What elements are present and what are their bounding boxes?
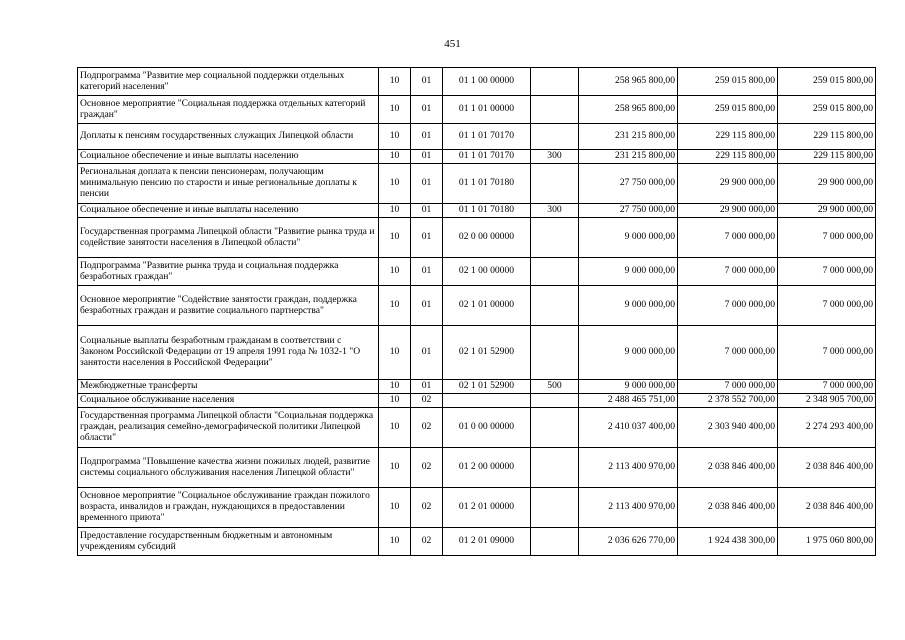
section-code-cell: 10 <box>379 380 411 394</box>
target-article-cell: 01 2 01 00000 <box>443 488 531 528</box>
section-code-cell: 10 <box>379 164 411 204</box>
amount-year1-cell: 9 000 000,00 <box>579 326 678 380</box>
expense-type-cell <box>531 124 579 150</box>
subsection-code-cell: 01 <box>411 96 443 124</box>
amount-year3-cell: 229 115 800,00 <box>778 124 876 150</box>
amount-year2-cell: 259 015 800,00 <box>678 68 778 96</box>
expense-type-cell <box>531 286 579 326</box>
row-name-cell: Подпрограмма "Развитие рынка труда и социальная поддержка безработных граждан" <box>78 258 379 286</box>
section-code-cell: 10 <box>379 68 411 96</box>
amount-year2-cell: 29 900 000,00 <box>678 164 778 204</box>
row-name-cell: Социальное обеспечение и иные выплаты населению <box>78 150 379 164</box>
amount-year1-cell: 2 488 465 751,00 <box>579 394 678 408</box>
amount-year2-cell: 7 000 000,00 <box>678 326 778 380</box>
expense-type-cell <box>531 218 579 258</box>
amount-year3-cell: 2 274 293 400,00 <box>778 408 876 448</box>
expense-type-cell: 300 <box>531 150 579 164</box>
amount-year1-cell: 9 000 000,00 <box>579 258 678 286</box>
expense-type-cell <box>531 488 579 528</box>
amount-year3-cell: 2 348 905 700,00 <box>778 394 876 408</box>
amount-year2-cell: 7 000 000,00 <box>678 258 778 286</box>
row-name-cell: Межбюджетные трансферты <box>78 380 379 394</box>
target-article-cell: 01 1 01 00000 <box>443 96 531 124</box>
section-code-cell: 10 <box>379 96 411 124</box>
subsection-code-cell: 02 <box>411 488 443 528</box>
row-name-cell: Основное мероприятие "Социальная поддержка отдельных категорий граждан" <box>78 96 379 124</box>
subsection-code-cell: 01 <box>411 150 443 164</box>
expense-type-cell <box>531 408 579 448</box>
table-row <box>78 124 876 150</box>
target-article-cell: 02 1 01 52900 <box>443 326 531 380</box>
target-article-cell: 01 2 01 09000 <box>443 528 531 556</box>
expense-type-cell: 500 <box>531 380 579 394</box>
section-code-cell: 10 <box>379 488 411 528</box>
target-article-cell: 02 1 01 52900 <box>443 380 531 394</box>
section-code-cell: 10 <box>379 394 411 408</box>
amount-year2-cell: 1 924 438 300,00 <box>678 528 778 556</box>
section-code-cell: 10 <box>379 448 411 488</box>
amount-year2-cell: 7 000 000,00 <box>678 286 778 326</box>
expense-type-cell <box>531 448 579 488</box>
target-article-cell: 01 1 01 70180 <box>443 204 531 218</box>
expense-type-cell <box>531 68 579 96</box>
row-name-cell: Социальное обеспечение и иные выплаты населению <box>78 204 379 218</box>
subsection-code-cell: 01 <box>411 68 443 96</box>
subsection-code-cell: 01 <box>411 204 443 218</box>
budget-table <box>77 67 876 556</box>
target-article-cell: 02 1 00 00000 <box>443 258 531 286</box>
amount-year2-cell: 29 900 000,00 <box>678 204 778 218</box>
target-article-cell: 01 1 01 70170 <box>443 124 531 150</box>
amount-year3-cell: 2 038 846 400,00 <box>778 448 876 488</box>
subsection-code-cell: 01 <box>411 218 443 258</box>
table-row <box>78 258 876 286</box>
amount-year2-cell: 7 000 000,00 <box>678 218 778 258</box>
expense-type-cell <box>531 96 579 124</box>
subsection-code-cell: 02 <box>411 408 443 448</box>
amount-year3-cell: 29 900 000,00 <box>778 204 876 218</box>
amount-year3-cell: 7 000 000,00 <box>778 326 876 380</box>
amount-year2-cell: 7 000 000,00 <box>678 380 778 394</box>
section-code-cell: 10 <box>379 286 411 326</box>
table-row <box>78 408 876 448</box>
amount-year1-cell: 231 215 800,00 <box>579 124 678 150</box>
row-name-cell: Доплаты к пенсиям государственных служащих Липецкой области <box>78 124 379 150</box>
row-name-cell: Государственная программа Липецкой области "Развитие рынка труда и содействие занятости населения в Липецкой области" <box>78 218 379 258</box>
amount-year2-cell: 2 038 846 400,00 <box>678 488 778 528</box>
table-row <box>78 286 876 326</box>
table-row <box>78 448 876 488</box>
row-name-cell: Социальные выплаты безработным гражданам в соответствии с Законом Российской Федерации от 19 апреля 1991 года № 1032-1 "О занятости населения в Российской Федерации" <box>78 326 379 380</box>
section-code-cell: 10 <box>379 204 411 218</box>
table-row <box>78 326 876 380</box>
section-code-cell: 10 <box>379 150 411 164</box>
amount-year3-cell: 7 000 000,00 <box>778 218 876 258</box>
section-code-cell: 10 <box>379 124 411 150</box>
amount-year1-cell: 2 113 400 970,00 <box>579 448 678 488</box>
subsection-code-cell: 01 <box>411 258 443 286</box>
expense-type-cell <box>531 258 579 286</box>
amount-year3-cell: 2 038 846 400,00 <box>778 488 876 528</box>
row-name-cell: Основное мероприятие "Содействие занятости граждан, поддержка безработных граждан и развитие социального партнерства" <box>78 286 379 326</box>
table-row <box>78 488 876 528</box>
row-name-cell: Подпрограмма "Развитие мер социальной поддержки отдельных категорий населения" <box>78 68 379 96</box>
amount-year1-cell: 258 965 800,00 <box>579 68 678 96</box>
subsection-code-cell: 01 <box>411 326 443 380</box>
subsection-code-cell: 01 <box>411 164 443 204</box>
expense-type-cell <box>531 528 579 556</box>
section-code-cell: 10 <box>379 258 411 286</box>
table-row <box>78 218 876 258</box>
amount-year1-cell: 27 750 000,00 <box>579 164 678 204</box>
expense-type-cell <box>531 394 579 408</box>
amount-year1-cell: 2 410 037 400,00 <box>579 408 678 448</box>
table-row <box>78 204 876 218</box>
target-article-cell: 01 1 00 00000 <box>443 68 531 96</box>
section-code-cell: 10 <box>379 408 411 448</box>
subsection-code-cell: 02 <box>411 394 443 408</box>
section-code-cell: 10 <box>379 528 411 556</box>
amount-year1-cell: 2 113 400 970,00 <box>579 488 678 528</box>
table-row <box>78 380 876 394</box>
amount-year1-cell: 9 000 000,00 <box>579 286 678 326</box>
target-article-cell: 02 1 01 00000 <box>443 286 531 326</box>
subsection-code-cell: 02 <box>411 448 443 488</box>
amount-year1-cell: 2 036 626 770,00 <box>579 528 678 556</box>
amount-year1-cell: 9 000 000,00 <box>579 380 678 394</box>
table-row <box>78 394 876 408</box>
target-article-cell: 01 2 00 00000 <box>443 448 531 488</box>
table-row <box>78 164 876 204</box>
target-article-cell: 01 1 01 70170 <box>443 150 531 164</box>
row-name-cell: Подпрограмма "Повышение качества жизни пожилых людей, развитие системы социального обслуживания населения Липецкой области" <box>78 448 379 488</box>
expense-type-cell: 300 <box>531 204 579 218</box>
amount-year3-cell: 229 115 800,00 <box>778 150 876 164</box>
amount-year3-cell: 7 000 000,00 <box>778 380 876 394</box>
amount-year3-cell: 259 015 800,00 <box>778 96 876 124</box>
target-article-cell: 02 0 00 00000 <box>443 218 531 258</box>
amount-year2-cell: 229 115 800,00 <box>678 124 778 150</box>
target-article-cell: 01 0 00 00000 <box>443 408 531 448</box>
amount-year3-cell: 7 000 000,00 <box>778 258 876 286</box>
section-code-cell: 10 <box>379 326 411 380</box>
row-name-cell: Государственная программа Липецкой области "Социальная поддержка граждан, реализация семейно-демографической политики Липецкой области" <box>78 408 379 448</box>
row-name-cell: Социальное обслуживание населения <box>78 394 379 408</box>
section-code-cell: 10 <box>379 218 411 258</box>
amount-year3-cell: 1 975 060 800,00 <box>778 528 876 556</box>
subsection-code-cell: 02 <box>411 528 443 556</box>
amount-year2-cell: 259 015 800,00 <box>678 96 778 124</box>
expense-type-cell <box>531 164 579 204</box>
subsection-code-cell: 01 <box>411 380 443 394</box>
row-name-cell: Региональная доплата к пенсии пенсионерам, получающим минимальную пенсию по старости и иные региональные доплаты к пенсии <box>78 164 379 204</box>
target-article-cell: 01 1 01 70180 <box>443 164 531 204</box>
row-name-cell: Основное мероприятие "Социальное обслуживание граждан пожилого возраста, инвалидов и граждан, нуждающихся в предоставлении временного приюта" <box>78 488 379 528</box>
amount-year1-cell: 258 965 800,00 <box>579 96 678 124</box>
expense-type-cell <box>531 326 579 380</box>
page-number: 451 <box>444 38 461 50</box>
amount-year3-cell: 7 000 000,00 <box>778 286 876 326</box>
amount-year3-cell: 29 900 000,00 <box>778 164 876 204</box>
subsection-code-cell: 01 <box>411 124 443 150</box>
amount-year2-cell: 2 378 552 700,00 <box>678 394 778 408</box>
target-article-cell <box>443 394 531 408</box>
row-name-cell: Предоставление государственным бюджетным и автономным учреждениям субсидий <box>78 528 379 556</box>
amount-year1-cell: 231 215 800,00 <box>579 150 678 164</box>
table-row <box>78 68 876 96</box>
amount-year2-cell: 2 038 846 400,00 <box>678 448 778 488</box>
amount-year1-cell: 27 750 000,00 <box>579 204 678 218</box>
amount-year2-cell: 2 303 940 400,00 <box>678 408 778 448</box>
table-row <box>78 96 876 124</box>
table-row <box>78 528 876 556</box>
amount-year1-cell: 9 000 000,00 <box>579 218 678 258</box>
subsection-code-cell: 01 <box>411 286 443 326</box>
amount-year2-cell: 229 115 800,00 <box>678 150 778 164</box>
amount-year3-cell: 259 015 800,00 <box>778 68 876 96</box>
table-row <box>78 150 876 164</box>
